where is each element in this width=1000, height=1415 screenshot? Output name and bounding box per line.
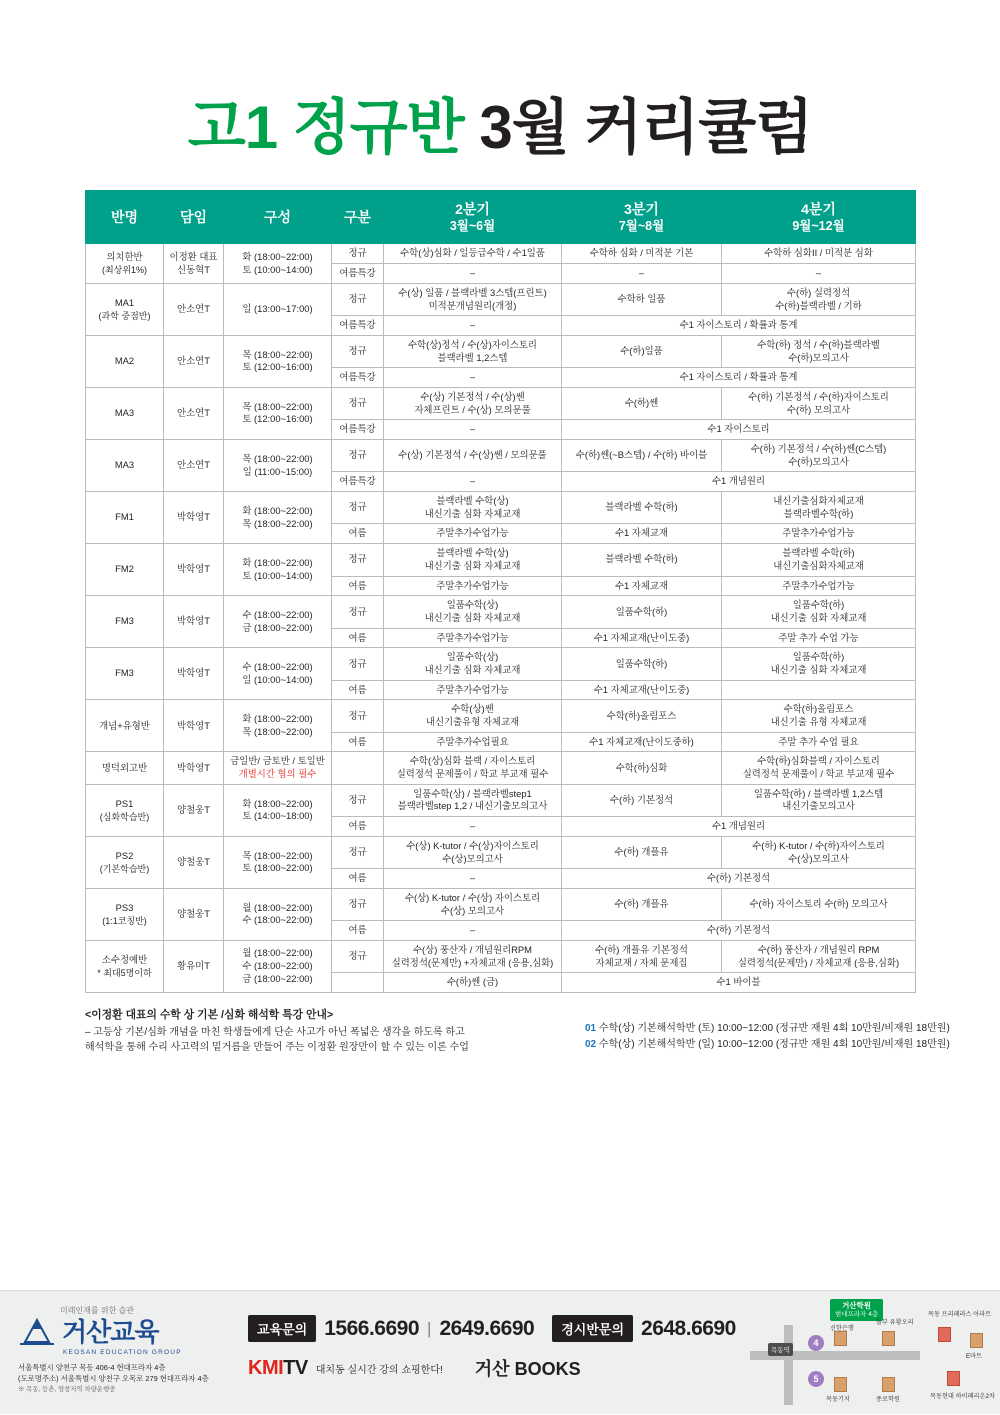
quarter3-cell: 수1 자체교재(난이도중하) <box>562 732 722 752</box>
session-type-cell: 여름 <box>332 524 384 544</box>
class-name-sub: (심화학습반) <box>99 811 150 822</box>
session-type-cell: 여름 <box>332 921 384 941</box>
table-row <box>86 387 916 419</box>
quarter3-cell: 일품수학(하) <box>562 648 722 680</box>
quarter2-cell: 주말추가수업가능 <box>384 576 562 596</box>
notice-item-2-text: 수학(상) 기본해석학반 (일) 10:00~12:00 (정규반 재원 4회 10만원/비재원 18만원) <box>598 1039 950 1050</box>
table-row <box>86 752 916 784</box>
quarter4-cell: 일품수학(하) 내신기출 심화 자체교재 <box>722 596 916 628</box>
quarter4-cell: 주말 추가 수업 필요 <box>722 732 916 752</box>
page-title <box>0 0 1000 161</box>
quarter3-cell: 수1 자체교재(난이도중) <box>562 680 722 700</box>
map-station-tag: 목동역 <box>768 1343 793 1356</box>
teacher-cell: 박학영T <box>164 596 224 648</box>
quarter2-cell: 수학(상)심화 / 일등급수학 / 수1일품 <box>384 244 562 264</box>
teacher-cell: 안소연T <box>164 387 224 439</box>
map-exit-4: 4 <box>808 1335 824 1351</box>
session-type-cell: 여름 <box>332 869 384 889</box>
brand-name: 거산교육 <box>62 1317 159 1347</box>
table-row <box>86 244 916 264</box>
title-dark: 3월 커리큘럼 <box>479 94 813 161</box>
logo-tagline: 미래인재를 위한 습관 <box>60 1306 134 1315</box>
session-type-cell: 정규 <box>332 283 384 315</box>
table-row <box>86 544 916 576</box>
class-name-cell: FM3 <box>86 596 164 648</box>
quarter4-cell: 주말추가수업가능 <box>722 576 916 596</box>
quarter3-cell: 수1 자이스토리 / 확률과 통계 <box>562 316 916 336</box>
quarter4-cell: 수(하) 기본정석 / 수(하)쎈(C스텝) 수(하)모의고사 <box>722 440 916 472</box>
schedule-cell: 금일반/ 금토반 / 토일반 개별시간 협의 필수 <box>224 752 332 784</box>
session-type-cell: 여름특강 <box>332 264 384 284</box>
quarter2-cell: 수(상) 기본정석 / 수(상)쎈 / 모의문풀 <box>384 440 562 472</box>
notice-item-2 <box>585 1037 950 1053</box>
class-name-cell: PS1 (심화학습반) <box>86 784 164 836</box>
teacher-cell: 박학영T <box>164 492 224 544</box>
map-building-nolboo <box>882 1331 895 1346</box>
map-road-vertical <box>784 1325 793 1405</box>
quarter3-cell: 수1 자체교재 <box>562 576 722 596</box>
map-building-hyperion <box>947 1371 960 1386</box>
class-name-cell: 소수정예반 * 최대5명이하 <box>86 940 164 992</box>
table-header-main: 담임 <box>179 209 208 226</box>
table-header-cell <box>164 191 224 244</box>
table-row <box>86 440 916 472</box>
table-header-cell <box>86 191 164 244</box>
quarter3-cell: 수(하)일품 <box>562 335 722 367</box>
notice-right <box>585 1007 950 1055</box>
map-label-emart: E마트 <box>966 1353 983 1360</box>
teacher-cell: 양철웅T <box>164 888 224 940</box>
quarter2-cell: 수(하)쎈 (금) <box>384 973 562 993</box>
schedule-cell: 화 (18:00~22:00) 목 (18:00~22:00) <box>224 492 332 544</box>
quarter2-cell: 수(상) K-tutor / 수(상)자이스토리 수(상)모의고사 <box>384 836 562 868</box>
map-badge-line2: 현대프라자 4층 <box>835 1310 879 1318</box>
schedule-cell: 목 (18:00~22:00) 토 (12:00~16:00) <box>224 387 332 439</box>
quarter2-cell: 수(상) 기본정석 / 수(상)쎈 자체프린트 / 수(상) 모의문풀 <box>384 387 562 419</box>
quarter2-cell: 수(상) 일품 / 블랙라벨 3스텝(프린트) 미적분개념원리(개정) <box>384 283 562 315</box>
table-header-main: 2분기 <box>455 201 490 217</box>
table-row <box>86 335 916 367</box>
teacher-cell: 박학영T <box>164 700 224 752</box>
class-name-cell: MA3 <box>86 387 164 439</box>
quarter4-cell: 수(하) 자이스토리 수(하) 모의고사 <box>722 888 916 920</box>
schedule-cell: 일 (13:00~17:00) <box>224 283 332 335</box>
quarter2-cell: – <box>384 472 562 492</box>
map-label-jongro: 종로학원 <box>876 1396 900 1403</box>
quarter4-cell: 수(하) 실력정석 수(하)블랙라벨 / 기하 <box>722 283 916 315</box>
table-body <box>86 244 916 993</box>
quarter4-cell: 수학(하)올림포스 내신기출 유형 자체교재 <box>722 700 916 732</box>
session-type-cell: 여름 <box>332 628 384 648</box>
quarter4-cell: 수학(하)심화블랙 / 자이스토리 실력정석 문제풀이 / 학교 부교재 필수 <box>722 752 916 784</box>
table-head <box>86 191 916 244</box>
table-header-sub: 7월~8월 <box>618 219 665 234</box>
table-header-sub: 3월~6월 <box>449 219 496 234</box>
quarter2-cell: – <box>384 817 562 837</box>
quarter3-cell: 수1 자이스토리 / 확률과 통계 <box>562 368 916 388</box>
class-name-sub: * 최대5명이하 <box>97 967 152 978</box>
quarter3-cell: 수(하)쎈(~B스텝) / 수(하) 바이블 <box>562 440 722 472</box>
quarter2-cell: 블랙라벨 수학(상) 내신기출 심화 자체교재 <box>384 492 562 524</box>
quarter3-cell: 수1 개념원리 <box>562 817 916 837</box>
schedule-cell: 목 (18:00~22:00) 일 (11:00~15:00) <box>224 440 332 492</box>
class-name-cell: 개념+유형반 <box>86 700 164 752</box>
session-type-cell: 정규 <box>332 940 384 972</box>
session-type-cell: 여름 <box>332 817 384 837</box>
phone-divider: | <box>427 1318 432 1338</box>
quarter4-cell: 수(하) 풍산자 / 개념원리 RPM 실력정석(문제만) / 자체교재 (응용,심화) <box>722 940 916 972</box>
curriculum-table-wrap <box>0 190 1000 993</box>
table-row <box>86 700 916 732</box>
quarter2-cell: 주말추가수업가능 <box>384 680 562 700</box>
kmi-text: KMI <box>248 1356 284 1379</box>
session-type-cell: 여름 <box>332 576 384 596</box>
quarter3-cell: 수(하) 기본정석 <box>562 869 916 889</box>
teacher-cell: 안소연T <box>164 440 224 492</box>
class-name-cell: PS3 (1:1코칭반) <box>86 888 164 940</box>
table-header-main: 구분 <box>343 209 372 226</box>
session-type-cell <box>332 752 384 784</box>
quarter2-cell: 수학(상)심화 블랙 / 자이스토리 실력정석 문제풀이 / 학교 부교재 필수 <box>384 752 562 784</box>
session-type-cell: 정규 <box>332 492 384 524</box>
table-header-cell <box>384 191 562 244</box>
session-type-cell <box>332 973 384 993</box>
quarter2-cell: 일품수학(상) / 블랙라벨step1 블랙라벨step 1,2 / 내신기출모의고사 <box>384 784 562 816</box>
notice-item-2-num: 02 <box>585 1039 597 1050</box>
teacher-cell: 황유미T <box>164 940 224 992</box>
books-brand: 거산 <box>474 1359 510 1379</box>
table-header-main: 3분기 <box>624 201 659 217</box>
session-type-cell: 정규 <box>332 596 384 628</box>
quarter2-cell: 주말추가수업필요 <box>384 732 562 752</box>
class-name-cell: FM3 <box>86 648 164 700</box>
quarter3-cell: 수(하) 개플유 <box>562 888 722 920</box>
address-line-3: ※ 목동, 등촌, 염창지역 차량운행중 <box>18 1385 116 1393</box>
table-header-sub: 9월~12월 <box>792 219 845 234</box>
notice-line-1: – 고등상 기본/심화 개념을 마친 학생들에게 단순 사고가 아닌 폭넓은 생각을 하도록 하고 <box>85 1027 465 1038</box>
session-type-cell: 정규 <box>332 335 384 367</box>
quarter3-cell: 수(하) 기본정석 <box>562 921 916 941</box>
class-name-sub: (최상위1%) <box>101 264 148 275</box>
exam-inquiry-tag: 경시반문의 <box>552 1315 633 1342</box>
quarter3-cell: 수학(하)올림포스 <box>562 700 722 732</box>
table-row <box>86 648 916 680</box>
session-type-cell: 여름 <box>332 732 384 752</box>
session-type-cell: 정규 <box>332 784 384 816</box>
class-name-cell: FM1 <box>86 492 164 544</box>
map-building-emart <box>970 1333 983 1348</box>
curriculum-table <box>85 190 916 993</box>
map-badge-line1: 거산학원 <box>842 1301 872 1310</box>
session-type-cell: 여름특강 <box>332 316 384 336</box>
keosan-books-logo <box>475 1355 581 1381</box>
map-exit-5: 5 <box>808 1371 824 1387</box>
quarter4-cell: 일품수학(하) / 블랙라벨 1,2스텝 내신기출모의고사 <box>722 784 916 816</box>
quarter4-cell: 수학하 심화II / 미적분 심화 <box>722 244 916 264</box>
schedule-cell: 수 (18:00~22:00) 금 (18:00~22:00) <box>224 596 332 648</box>
session-type-cell: 정규 <box>332 440 384 472</box>
session-type-cell: 정규 <box>332 648 384 680</box>
quarter4-cell: 주말 추가 수업 가능 <box>722 628 916 648</box>
kmi-tv-logo <box>248 1357 308 1380</box>
table-header-main: 반명 <box>110 209 139 226</box>
quarter3-cell: 블랙라벨 수학(하) <box>562 492 722 524</box>
class-name-sub: (1:1코칭반) <box>102 915 147 926</box>
table-header-row <box>86 191 916 244</box>
teacher-cell: 양철웅T <box>164 784 224 836</box>
quarter3-cell: 블랙라벨 수학(하) <box>562 544 722 576</box>
address-line-1: 서울특별시 양천구 목동 406-4 현대프라자 4층 <box>18 1363 166 1372</box>
quarter4-cell <box>722 680 916 700</box>
teacher-cell: 이정환 대표 신동혁T <box>164 244 224 283</box>
footer <box>0 1290 1000 1414</box>
table-row <box>86 596 916 628</box>
tv-text: TV <box>283 1356 308 1379</box>
map-label-hyundai: 목동현대 하이페리온2차 <box>930 1393 995 1400</box>
notice-section <box>85 1007 950 1055</box>
table-header-main: 4분기 <box>801 201 836 217</box>
quarter3-cell: – <box>562 264 722 284</box>
notice-title: <이정환 대표의 수학 상 기본 /심화 해석학 특강 안내> <box>85 1009 334 1021</box>
session-type-cell: 정규 <box>332 244 384 264</box>
teacher-cell: 박학영T <box>164 648 224 700</box>
quarter3-cell: 수1 바이블 <box>562 973 916 993</box>
map-label-sinhan: 신한은행 <box>830 1325 854 1332</box>
quarter4-cell: 내신기출심화자체교재 블랙라벨수학(하) <box>722 492 916 524</box>
schedule-cell: 화 (18:00~22:00) 목 (18:00~22:00) <box>224 700 332 752</box>
class-name-cell: FM2 <box>86 544 164 596</box>
kmi-description: 대치동 실시간 강의 쇼핑한다! <box>315 1364 443 1376</box>
map-building-jongro <box>882 1377 895 1392</box>
session-type-cell: 여름특강 <box>332 368 384 388</box>
title-green: 고1 정규반 <box>187 94 464 161</box>
quarter3-cell: 수학하 심화 / 미적분 기본 <box>562 244 722 264</box>
class-name-sub: (과학 중점반) <box>98 310 151 321</box>
schedule-cell: 화 (18:00~22:00) 토 (10:00~14:00) <box>224 544 332 596</box>
quarter3-cell: 수학하 일품 <box>562 283 722 315</box>
quarter3-cell: 수1 자체교재(난이도중) <box>562 628 722 648</box>
phone-2[interactable]: 2649.6690 <box>439 1316 535 1340</box>
phone-3[interactable]: 2648.6690 <box>641 1316 736 1340</box>
address-line-2: (도로명주소) 서울특별시 양천구 오목로 279 현대프라자 4층 <box>18 1374 209 1384</box>
quarter2-cell: 수학(상)쎈 내신기출유형 자체교재 <box>384 700 562 732</box>
phone-1[interactable]: 1566.6690 <box>324 1316 420 1340</box>
quarter2-cell: 수(상) K-tutor / 수(상) 자이스토리 수(상) 모의고사 <box>384 888 562 920</box>
session-type-cell: 정규 <box>332 836 384 868</box>
quarter4-cell: 수(하) K-tutor / 수(하)자이스토리 수(상)모의고사 <box>722 836 916 868</box>
table-header-main: 구성 <box>263 209 292 226</box>
session-type-cell: 정규 <box>332 888 384 920</box>
quarter2-cell: 주말추가수업가능 <box>384 524 562 544</box>
quarter2-cell: 일품수학(상) 내신기출 심화 자체교재 <box>384 648 562 680</box>
quarter2-cell: – <box>384 368 562 388</box>
quarter2-cell: 블랙라벨 수학(상) 내신기출 심화 자체교재 <box>384 544 562 576</box>
quarter3-cell: 수1 자체교재 <box>562 524 722 544</box>
quarter2-cell: 수(상) 풍산자 / 개념원리RPM 실력정석(문제만) +자체교재 (응용,심화) <box>384 940 562 972</box>
table-row <box>86 283 916 315</box>
quarter4-cell: 블랙라벨 수학(하) 내신기출심화자체교재 <box>722 544 916 576</box>
teacher-cell: 양철웅T <box>164 836 224 888</box>
table-row <box>86 940 916 972</box>
quarter2-cell: – <box>384 921 562 941</box>
session-type-cell: 여름특강 <box>332 420 384 440</box>
table-row <box>86 492 916 524</box>
map-label-nolboo: 놀부 유황오리 <box>876 1319 914 1326</box>
notice-item-1-num: 01 <box>585 1023 597 1034</box>
table-header-cell <box>332 191 384 244</box>
schedule-cell: 수 (18:00~22:00) 일 (10:00~14:00) <box>224 648 332 700</box>
quarter2-cell: – <box>384 420 562 440</box>
session-type-cell: 정규 <box>332 700 384 732</box>
class-name-sub: (기본학습반) <box>99 863 150 874</box>
schedule-cell: 목 (18:00~22:00) 토 (18:00~22:00) <box>224 836 332 888</box>
quarter3-cell: 수학(하)심화 <box>562 752 722 784</box>
quarter2-cell: – <box>384 869 562 889</box>
schedule-cell: 목 (18:00~22:00) 토 (12:00~16:00) <box>224 335 332 387</box>
class-name-cell: MA1 (과학 중점반) <box>86 283 164 335</box>
map-building-sinhan <box>834 1331 847 1346</box>
table-row <box>86 784 916 816</box>
schedule-cell: 월 (18:00~22:00) 수 (18:00~22:00) <box>224 888 332 940</box>
map-building-mokdong-terminal <box>834 1377 847 1392</box>
teacher-cell: 안소연T <box>164 283 224 335</box>
quarter2-cell: – <box>384 264 562 284</box>
edu-inquiry-tag: 교육문의 <box>248 1315 316 1342</box>
quarter3-cell: 수1 자이스토리 <box>562 420 916 440</box>
brand-name-en: KEOSAN EDUCATION GROUP <box>63 1349 182 1356</box>
class-name-cell: 의치한반 (최상위1%) <box>86 244 164 283</box>
teacher-cell: 박학영T <box>164 544 224 596</box>
quarter2-cell: 주말추가수업가능 <box>384 628 562 648</box>
session-type-cell: 정규 <box>332 387 384 419</box>
session-type-cell: 여름 <box>332 680 384 700</box>
teacher-cell: 안소연T <box>164 335 224 387</box>
table-header-cell <box>722 191 916 244</box>
table-header-cell <box>562 191 722 244</box>
quarter3-cell: 수(하) 기본정석 <box>562 784 722 816</box>
schedule-cell: 월 (18:00~22:00) 수 (18:00~22:00) 금 (18:00~22:00) <box>224 940 332 992</box>
class-name-cell: MA2 <box>86 335 164 387</box>
teacher-cell: 박학영T <box>164 752 224 784</box>
map-label-mokdong-park: 목동 프리페라스 아파트 <box>928 1311 992 1318</box>
quarter4-cell: 주말추가수업가능 <box>722 524 916 544</box>
books-word: BOOKS <box>514 1359 581 1379</box>
quarter4-cell: 수학(하) 정석 / 수(하)블랙라벨 수(하)모의고사 <box>722 335 916 367</box>
quarter4-cell: 일품수학(하) 내신기출 심화 자체교재 <box>722 648 916 680</box>
class-name-cell: MA3 <box>86 440 164 492</box>
brand-logo-block <box>18 1305 218 1395</box>
quarter4-cell: – <box>722 264 916 284</box>
notice-item-1 <box>585 1021 950 1037</box>
quarter3-cell: 일품수학(하) <box>562 596 722 628</box>
table-header-cell <box>224 191 332 244</box>
quarter3-cell: 수(하)쎈 <box>562 387 722 419</box>
schedule-cell: 화 (18:00~22:00) 토 (10:00~14:00) <box>224 244 332 283</box>
schedule-cell: 화 (18:00~22:00) 토 (14:00~18:00) <box>224 784 332 836</box>
quarter3-cell: 수1 개념원리 <box>562 472 916 492</box>
quarter3-cell: 수(하) 개플유 <box>562 836 722 868</box>
contact-block <box>248 1315 736 1381</box>
quarter2-cell: 일품수학(상) 내신기출 심화 자체교재 <box>384 596 562 628</box>
quarter3-cell: 수(하) 개플유 기본정석 자체교재 / 자체 문제집 <box>562 940 722 972</box>
class-name-cell: PS2 (기본학습반) <box>86 836 164 888</box>
quarter2-cell: – <box>384 316 562 336</box>
mountain-logo-icon <box>18 1317 56 1347</box>
table-row <box>86 888 916 920</box>
table-row <box>86 836 916 868</box>
quarter4-cell: 수(하) 기본정석 / 수(하)자이스토리 수(하) 모의고사 <box>722 387 916 419</box>
map-building-mokdong-plus <box>938 1327 951 1342</box>
session-type-cell: 정규 <box>332 544 384 576</box>
session-type-cell: 여름특강 <box>332 472 384 492</box>
class-name-cell: 명덕외고반 <box>86 752 164 784</box>
notice-line-2: 해석학을 통해 수리 사고력의 밑거름을 만들어 주는 이정환 원장만이 할 수 있는 이론 수업 <box>85 1042 469 1053</box>
notice-left <box>85 1007 565 1055</box>
schedule-note: 개별시간 협의 필수 <box>238 768 317 780</box>
notice-item-1-text: 수학(상) 기본해석학반 (토) 10:00~12:00 (정규반 재원 4회 10만원/비재원 18만원) <box>598 1023 950 1034</box>
quarter2-cell: 수학(상)정석 / 수(상)자이스토리 블랙라벨 1,2스텝 <box>384 335 562 367</box>
map-label-mokdong-terminal: 목동기지 <box>826 1396 850 1403</box>
location-map <box>742 1299 995 1407</box>
